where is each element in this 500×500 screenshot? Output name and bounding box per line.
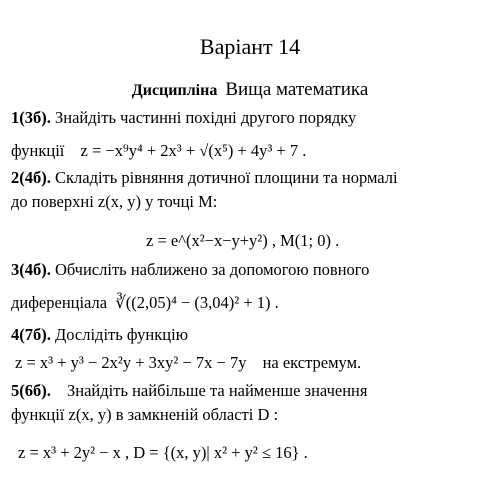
task-2-heading bbox=[11, 168, 398, 188]
task-4-text: Дослідіть функцію bbox=[55, 325, 189, 344]
task-2-text: Складіть рівняння дотичної площини та нормалі bbox=[55, 168, 398, 187]
task-4-formula-line bbox=[15, 353, 361, 373]
task-5-formula: z = x³ + 2y² − x , D = {(x, y)| x² + y² ≤ 16} . bbox=[18, 443, 308, 462]
task-1-text: Знайдіть частинні похідні другого порядку bbox=[55, 108, 357, 127]
task-5-line2: функції z(x, y) в замкненій області D : bbox=[11, 405, 279, 424]
task-1-prefix: функції bbox=[11, 141, 65, 160]
task-4-suffix: на екстремум. bbox=[262, 353, 362, 372]
task-3-text: Обчисліть наближено за допомогою повного bbox=[55, 260, 370, 279]
task-2-number: 2(4б). bbox=[11, 168, 51, 187]
discipline-line bbox=[0, 79, 500, 101]
task-3-heading bbox=[11, 260, 369, 280]
task-5-heading bbox=[11, 381, 367, 401]
task-3-number: 3(4б). bbox=[11, 260, 51, 279]
task-1-heading bbox=[11, 108, 356, 128]
task-4-number: 4(7б). bbox=[11, 325, 51, 344]
task-3-formula: ∛((2,05)⁴ − (3,04)² + 1) . bbox=[115, 293, 279, 312]
task-2-line2: до поверхні z(x, y) у точці M: bbox=[11, 192, 218, 211]
task-3-formula-line bbox=[11, 293, 279, 313]
task-1-formula: z = −x⁹y⁴ + 2x³ + √(x⁵) + 4y³ + 7 . bbox=[80, 141, 307, 160]
task-1-formula-line bbox=[11, 141, 306, 161]
task-2-formula: z = e^(x²−x−y+y²) , M(1; 0) . bbox=[146, 231, 340, 250]
task-5-number: 5(6б). bbox=[11, 381, 51, 400]
discipline-label: Дисципліна bbox=[131, 82, 218, 99]
task-3-prefix: диференціала bbox=[11, 293, 108, 312]
variant-title: Варіант 14 bbox=[199, 34, 301, 59]
task-4-formula: z = x³ + y³ − 2x²y + 3xy² − 7x − 7y bbox=[15, 353, 247, 372]
task-5-formula-line bbox=[18, 443, 308, 463]
task-1-number: 1(3б). bbox=[11, 108, 51, 127]
task-4-heading bbox=[11, 325, 188, 345]
discipline-value: Вища математика bbox=[225, 79, 369, 100]
task-5-text: Знайдіть найбільше та найменше значення bbox=[67, 381, 368, 400]
